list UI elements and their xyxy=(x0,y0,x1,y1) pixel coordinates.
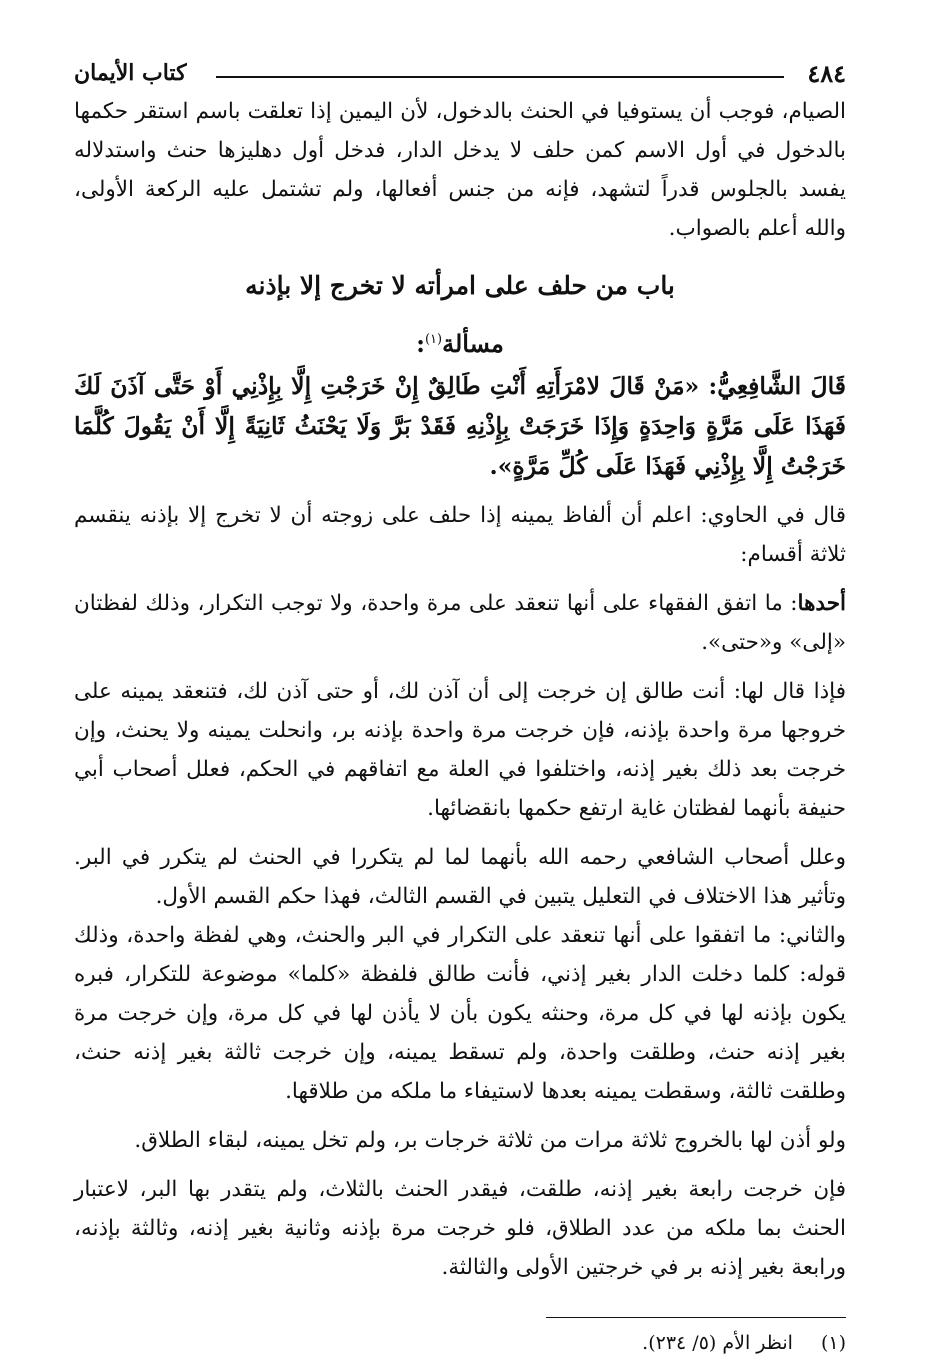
footnote xyxy=(74,1328,846,1358)
footnote-ref[interactable]: (١) xyxy=(424,332,443,347)
masala-colon: : xyxy=(416,329,425,358)
book-title: كتاب الأيمان xyxy=(74,60,187,86)
first-category-paragraph xyxy=(74,584,846,662)
running-header xyxy=(74,52,846,92)
masala-label: مسألة xyxy=(442,329,504,358)
example-paragraph: فإذا قال لها: أنت طالق إن خرجت إلى أن آذن لك، أو حتى آذن لك، فتنعقد يمينه على خروجها مرة واحدة بإذنه، فإن خرجت مرة واحدة بإذنه بر، وانحلت يمينه ولا يحنث، وإن خرجت بعد ذلك بغير إذنه، واختلفوا في العلة مع اتفاقهم في الحكم، فعلل أصحاب أبي حنيفة بأنهما لفظتان غاية ارتفع حكمها بانقضائها. xyxy=(74,679,846,821)
header-rule xyxy=(216,76,784,78)
second-category-paragraph: والثاني: ما اتفقوا على أنها تنعقد على التكرار في البر والحنث، وهي لفظة واحدة، وذلك قوله: كلما دخلت الدار بغير إذني، فأنت طالق فلفظة «كلما» موضوعة للتكرار، فبره يكون بإذنه لها في كل مرة، وحنثه يكون بأن لا يأذن لها في كل مرة، وإن خرجت مرة بغير إذنه حنث، وطلقت واحدة، ولم تسقط يمينه، وإن خرجت ثالثة بغير إذنه حنث، وطلقت ثالثة، وسقطت يمينه بعدها لاستيفاء ما ملكه من طلاقها. xyxy=(74,923,846,1104)
hawi-paragraph: قال في الحاوي: اعلم أن ألفاظ يمينه إذا حلف على زوجته أن لا تخرج إلا بإذنه ينقسم ثلاثة أقسام: xyxy=(74,503,846,567)
intro-paragraph: الصيام، فوجب أن يستوفيا في الحنث بالدخول، لأن اليمين إذا تعلقت باسم استقر حكمها بالدخول في أول الاسم كمن حلف لا يدخل الدار، فدخل أول دهليزها حنث واستدلاله يفسد بالجلوس قدراً لتشهد، فإنه من جنس أفعالها، ولم تشتمل عليه الركعة الأولى، والله أعلم بالصواب. xyxy=(74,99,846,241)
three-times-paragraph: ولو أذن لها بالخروج ثلاثة مرات من ثلاثة خرجات بر، ولم تخل يمينه، لبقاء الطلاق. xyxy=(134,1128,846,1153)
footnote-separator xyxy=(546,1317,846,1318)
page-number: ٤٨٤ xyxy=(807,59,846,88)
footnote-text: انظر الأم (٥/ ٢٣٤). xyxy=(642,1332,793,1354)
chapter-title: باب من حلف على امرأته لا تخرج إلا بإذنه xyxy=(245,271,675,300)
fourth-time-paragraph: فإن خرجت رابعة بغير إذنه، طلقت، فيقدر الحنث بالثلاث، ولم يتقدر بها البر، لاعتبار الحنث بما ملكه من عدد الطلاق، فلو خرجت مرة بإذنه وثانية بغير إذنه، وثالثة بإذنه، ورابعة بغير إذنه بر في خرجتين الأولى والثالثة. xyxy=(74,1177,846,1280)
first-category-lead: أحدها xyxy=(797,591,846,616)
masala-heading xyxy=(74,320,846,364)
first-category-body: : ما اتفق الفقهاء على أنها تنعقد على مرة واحدة، ولا توجب التكرار، وذلك لفظتان «إلى» و«حتى». xyxy=(74,591,846,655)
shafii-quote: قَالَ الشَّافِعِيُّ: «مَنْ قَالَ لامْرَأَتِهِ أَنْتِ طَالِقٌ إِنْ خَرَجْتِ إِلَّا بِإِذْنِي أَوْ حَتَّى آذَنَ لَكَ فَهَذَا عَلَى مَرَّةٍ وَاحِدَةٍ وَإِذَا خَرَجَتْ بِإِذْنِهِ فَقَدْ بَرَّ وَلَا يَحْنَثُ ثَانِيَةً إِلَّا أَنْ يَقُولَ كُلَّمَا خَرَجْتُ إِلَّا بِإِذْنِي فَهَذَا عَلَى كُلِّ مَرَّةٍ». xyxy=(74,372,846,480)
footnote-number: (١) xyxy=(820,1332,846,1354)
shafii-reasoning-paragraph: وعلل أصحاب الشافعي رحمه الله بأنهما لما لم يتكررا في الحنث لم يتكرر في البر. وتأثير هذا الاختلاف في التعليل يتبين في القسم الثالث، فهذا حكم القسم الأول. xyxy=(74,845,846,909)
